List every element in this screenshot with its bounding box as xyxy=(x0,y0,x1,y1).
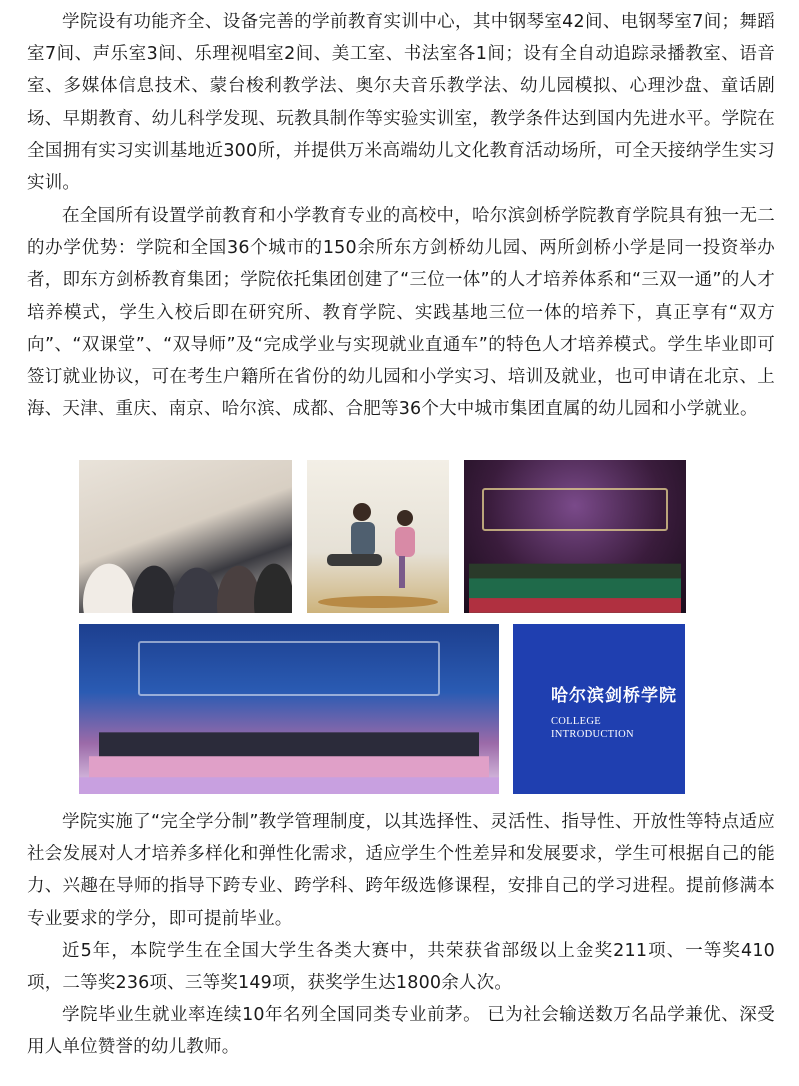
card-subtitle-line2: INTRODUCTION xyxy=(551,729,634,740)
dancers-icon xyxy=(307,460,449,613)
paragraph-credit-system: 学院实施了“完全学分制”教学管理制度，以其选择性、灵活性、指导性、开放性等特点适应社会发展对人才培养多样化和弹性化需求，适应学生个性差异和发展要求，学生可根据自己的能力、兴趣在导师的指导下跨专业、跨学科、跨年级选修课程，安排自己的学习进程。提前修满本专业要求的学分，即可提前毕业。 xyxy=(27,812,775,929)
stage-banner-large xyxy=(138,641,440,696)
paragraph-employment: 学院毕业生就业率连续10年名列全国同类专业前茅。 已为社会输送数万名品学兼优、深受用人单位赞誉的幼儿教师。 xyxy=(27,1005,775,1058)
people-silhouette-icon xyxy=(79,544,292,613)
performers-icon xyxy=(464,544,686,613)
college-name: 哈尔滨剑桥学院 xyxy=(551,686,677,706)
stage-banner xyxy=(482,488,669,532)
photo-piano-class xyxy=(79,460,292,613)
paragraph-facilities: 学院设有功能齐全、设备完善的学前教育实训中心，其中钢琴室42间、电钢琴室7间；舞蹈室7间、声乐室3间、乐理视唱室2间、美工室、书法室各1间；设有全自动追踪录播教室、语音室、多媒体信息技术、蒙台梭利教学法、奥尔夫音乐教学法、幼儿园模拟、心理沙盘、童话剧场、早期教育、幼儿科学发现、玩教具制作等实验实训室，教学条件达到国内先进水平。学院在全国拥有实习实训基地近300所，并提供万米高端幼儿文化教育活动场所，可全天接纳学生实习实训。 xyxy=(27,12,775,194)
card-subtitle-line1: COLLEGE xyxy=(551,716,601,727)
photo-dance-practice xyxy=(307,460,449,613)
paragraph-advantages: 在全国所有设置学前教育和小学教育专业的高校中，哈尔滨剑桥学院教育学院具有独一无二的办学优势：学院和全国36个城市的150余所东方剑桥幼儿园、两所剑桥小学是同一投资举办者，即东方剑桥教育集团；学院依托集团创建了“三位一体”的人才培养体系和“三双一通”的人才培养模式，学生入校后即在研究所、教育学院、实践基地三位一体的培养下，真正享有“双方向”、“双课堂”、“双导师”及“完成学业与实现就业直通车”的特色人才培养模式。学生毕业即可签订就业协议，可在考生户籍所在省份的幼儿园和小学实习、培训及就业，也可申请在北京、上海、天津、重庆、南京、哈尔滨、成都、合肥等36个大中城市集团直属的幼儿园和小学就业。 xyxy=(27,206,775,420)
paragraph-awards: 近5年，本院学生在全国大学生各类大赛中，共荣获省部级以上金奖211项、一等奖410项，二等奖236项、三等奖149项，获奖学生达1800余人次。 xyxy=(27,941,775,994)
photo-stage-performance-1 xyxy=(464,460,686,613)
photo-stage-performance-2 xyxy=(79,624,499,794)
college-introduction-card xyxy=(513,624,685,794)
graduates-group-icon xyxy=(79,718,499,795)
